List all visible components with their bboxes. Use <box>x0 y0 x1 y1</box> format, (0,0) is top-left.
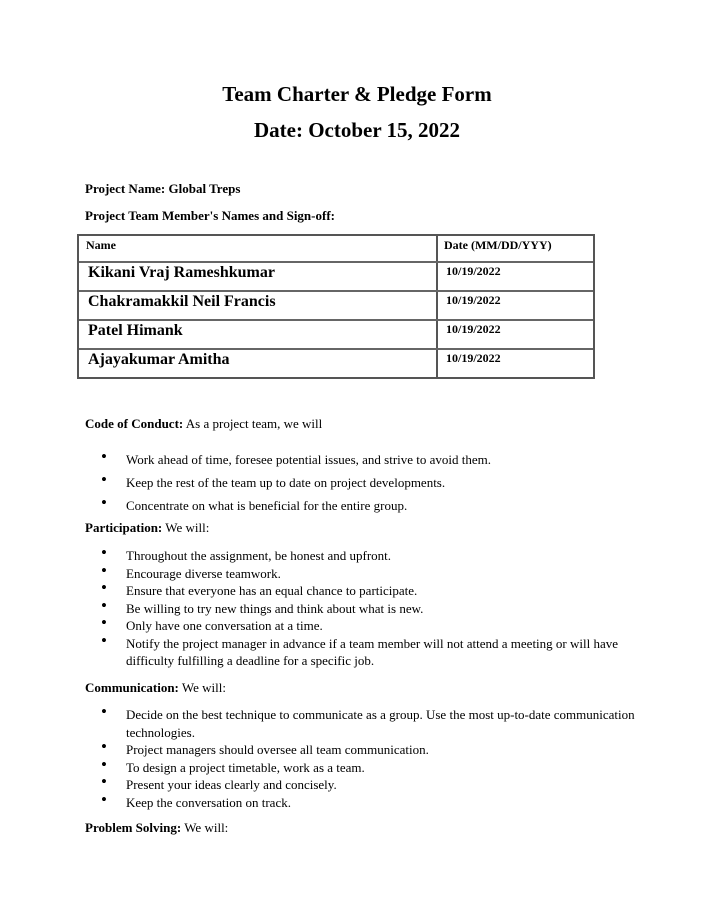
list-item: • Work ahead of time, foresee potential issues, and strive to avoid them. <box>100 448 640 471</box>
list-item: • Only have one conversation at a time. <box>100 617 640 635</box>
project-name: Project Name: Global Treps <box>85 181 241 196</box>
table-header-row <box>79 236 593 263</box>
section-intro: We will: <box>181 820 229 835</box>
table-row <box>79 263 593 292</box>
list-item: • To design a project timetable, work as a team. <box>100 759 640 777</box>
section-heading: Communication: <box>85 680 179 695</box>
team-signoff-table <box>77 234 595 379</box>
member-name: Kikani Vraj Rameshkumar <box>88 264 275 281</box>
section-intro: We will: <box>178 680 226 695</box>
section-intro: We will: <box>162 520 210 535</box>
member-name: Patel Himank <box>88 322 183 339</box>
list-item: • Keep the rest of the team up to date on project developments. <box>100 471 640 494</box>
member-date: 10/19/2022 <box>446 264 501 278</box>
list-item: • Notify the project manager in advance if a team member will not attend a meeting or will have difficulty fulfilling a deadline for a specific job. <box>100 635 640 670</box>
date-heading: Date: October 15, 2022 <box>253 118 461 142</box>
header-date: Date (MM/DD/YYY) <box>444 238 552 252</box>
member-date: 10/19/2022 <box>446 293 501 307</box>
section-heading: Participation: <box>85 520 163 535</box>
section-problem-solving <box>85 820 228 836</box>
section-heading: Code of Conduct: <box>85 416 184 431</box>
participation-list <box>100 547 640 670</box>
table-row <box>79 292 593 321</box>
list-item: • Throughout the assignment, be honest and upfront. <box>100 547 640 565</box>
list-item: • Concentrate on what is beneficial for the entire group. <box>100 494 640 517</box>
page-title: Team Charter & Pledge Form <box>222 82 492 106</box>
member-name: Ajayakumar Amitha <box>88 351 230 368</box>
list-item: • Encourage diverse teamwork. <box>100 565 640 583</box>
list-item: • Decide on the best technique to communicate as a group. Use the most up-to-date communication technologies. <box>100 706 640 741</box>
section-heading: Problem Solving: <box>85 820 182 835</box>
member-date: 10/19/2022 <box>446 322 501 336</box>
list-item: • Present your ideas clearly and concisely. <box>100 776 640 794</box>
list-item: • Be willing to try new things and think about what is new. <box>100 600 640 618</box>
code-of-conduct-list <box>100 448 640 517</box>
table-row <box>79 350 593 377</box>
section-intro: As a project team, we will <box>183 416 323 431</box>
member-name: Chakramakkil Neil Francis <box>88 293 276 310</box>
communication-list <box>100 706 640 811</box>
section-communication <box>85 680 226 696</box>
table-row <box>79 321 593 350</box>
list-item: • Project managers should oversee all team communication. <box>100 741 640 759</box>
section-participation <box>85 520 209 536</box>
section-code-of-conduct <box>85 416 322 432</box>
header-name: Name <box>86 238 116 252</box>
list-item: • Keep the conversation on track. <box>100 794 640 812</box>
list-item: • Ensure that everyone has an equal chance to participate. <box>100 582 640 600</box>
member-date: 10/19/2022 <box>446 351 501 365</box>
team-members-label: Project Team Member's Names and Sign-off: <box>85 208 335 223</box>
